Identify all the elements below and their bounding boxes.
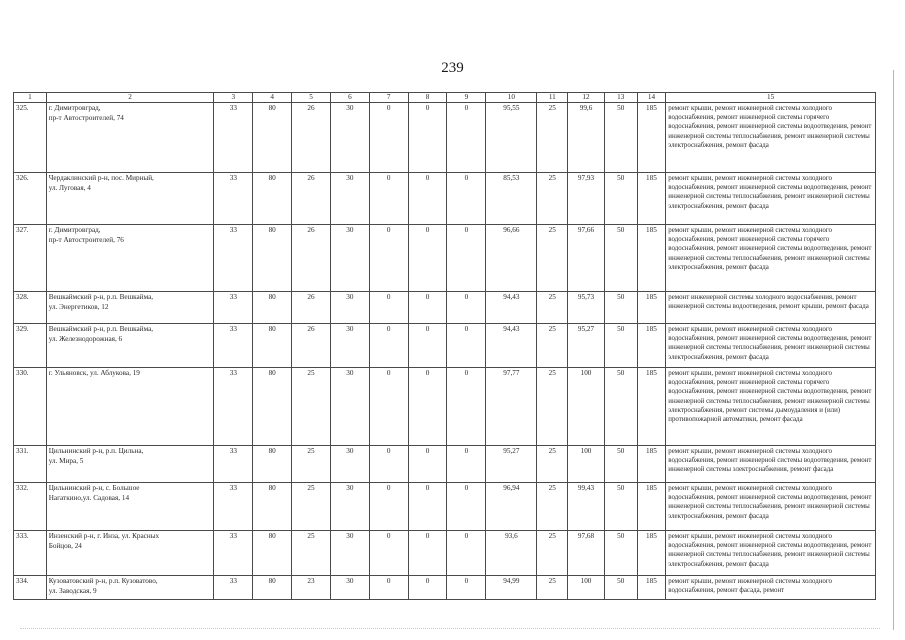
address-cell (46, 324, 214, 368)
value-cell-c12: 100 (568, 368, 605, 446)
value-cell-c4: 80 (253, 483, 292, 531)
works-list-cell: ремонт инженерной системы холодного водоснабжения, ремонт инженерной системы водоотведения, ремонт крыши, ремонт фасада (666, 292, 876, 324)
value-cell-c11: 25 (537, 173, 568, 225)
address-line: г. Димитровград, (48, 104, 101, 112)
value-cell-c6: 30 (330, 103, 369, 173)
works-list-cell: ремонт крыши, ремонт инженерной системы холодного водоснабжения, ремонт инженерной системы водоотведения, ремонт инженерной системы электроснабжения, ремонт фасада (666, 446, 876, 483)
works-registry-table (13, 92, 876, 600)
col-header: 13 (604, 93, 637, 103)
col-header: 2 (46, 93, 214, 103)
value-cell-c14: 185 (637, 368, 666, 446)
value-cell-c14: 185 (637, 531, 666, 576)
value-cell-c7: 0 (369, 483, 408, 531)
value-cell-c13: 50 (604, 103, 637, 173)
value-cell-c11: 25 (537, 292, 568, 324)
value-cell-c11: 25 (537, 368, 568, 446)
value-cell-c13: 50 (604, 446, 637, 483)
value-cell-c9: 0 (447, 173, 486, 225)
address-line: Инзенский р-н, г. Инза, ул. Красных (48, 532, 160, 540)
works-list-cell: ремонт крыши, ремонт инженерной системы холодного водоснабжения, ремонт инженерной системы горячего водоснабжения, ремонт инженерной системы водоотведения, ремонт инженерной системы теплоснабжения, ремонт инженерной системы электроснабжения, ремонт системы дымоудаления и (или) противопожарной автоматики, ремонт фасада (666, 368, 876, 446)
value-cell-c5: 25 (292, 446, 331, 483)
value-cell-c7: 0 (369, 324, 408, 368)
value-cell-c5: 25 (292, 531, 331, 576)
value-cell-c3: 33 (214, 225, 253, 292)
value-cell-c9: 0 (447, 368, 486, 446)
row-number: 334. (14, 576, 47, 600)
col-header: 8 (408, 93, 447, 103)
address-cell (46, 103, 214, 173)
table-row (14, 368, 876, 446)
col-header: 9 (447, 93, 486, 103)
value-cell-c13: 50 (604, 483, 637, 531)
value-cell-c6: 30 (330, 576, 369, 600)
value-cell-c12: 99,43 (568, 483, 605, 531)
address-cell (46, 531, 214, 576)
col-header: 1 (14, 93, 47, 103)
value-cell-c3: 33 (214, 103, 253, 173)
value-cell-c13: 50 (604, 292, 637, 324)
value-cell-c4: 80 (253, 103, 292, 173)
value-cell-c13: 50 (604, 531, 637, 576)
address-line: пр-т Автостроителей, 74 (48, 113, 124, 122)
value-cell-c11: 25 (537, 576, 568, 600)
value-cell-c12: 100 (568, 446, 605, 483)
value-cell-c14: 185 (637, 103, 666, 173)
value-cell-c13: 50 (604, 173, 637, 225)
value-cell-c11: 25 (537, 483, 568, 531)
value-cell-c13: 50 (604, 368, 637, 446)
value-cell-c4: 80 (253, 225, 292, 292)
scan-bottom-noise (20, 628, 880, 630)
value-cell-c14: 185 (637, 292, 666, 324)
address-cell (46, 225, 214, 292)
address-line: ул. Луговая, 4 (48, 183, 91, 192)
value-cell-c14: 185 (637, 446, 666, 483)
value-cell-c6: 30 (330, 446, 369, 483)
address-cell (46, 368, 214, 446)
page-edge-rule (893, 70, 894, 630)
value-cell-c6: 30 (330, 531, 369, 576)
value-cell-c9: 0 (447, 225, 486, 292)
value-cell-c6: 30 (330, 173, 369, 225)
col-header: 5 (292, 93, 331, 103)
value-cell-c7: 0 (369, 292, 408, 324)
address-line: Вешкаймский р-н, р.п. Вешкайма, (48, 325, 154, 333)
address-line: Чердаклинский р-н, пос. Мирный, (48, 174, 154, 182)
table-row (14, 103, 876, 173)
address-line: Нагаткино,ул. Садовая, 14 (48, 493, 130, 502)
value-cell-c4: 80 (253, 446, 292, 483)
works-list-cell: ремонт крыши, ремонт инженерной системы холодного водоснабжения, ремонт инженерной системы водоотведения, ремонт инженерной системы теплоснабжения, ремонт инженерной системы электроснабжения, ремонт фасада (666, 531, 876, 576)
table-row (14, 446, 876, 483)
value-cell-c12: 95,27 (568, 324, 605, 368)
value-cell-c4: 80 (253, 173, 292, 225)
value-cell-c12: 95,73 (568, 292, 605, 324)
value-cell-c6: 30 (330, 292, 369, 324)
row-number: 326. (14, 173, 47, 225)
table-row (14, 483, 876, 531)
value-cell-c9: 0 (447, 446, 486, 483)
value-cell-c9: 0 (447, 324, 486, 368)
col-header: 4 (253, 93, 292, 103)
value-cell-c6: 30 (330, 483, 369, 531)
row-number: 332. (14, 483, 47, 531)
col-header: 11 (537, 93, 568, 103)
value-cell-c6: 30 (330, 225, 369, 292)
value-cell-c3: 33 (214, 531, 253, 576)
address-line: ул. Заводская, 9 (48, 586, 97, 595)
works-list-cell: ремонт крыши, ремонт инженерной системы холодного водоснабжения, ремонт инженерной системы водоотведения, ремонт инженерной системы теплоснабжения, ремонт инженерной системы электроснабжения, ремонт фасада (666, 324, 876, 368)
value-cell-c7: 0 (369, 446, 408, 483)
address-line: Цильнинский р-н, р.п. Цильна, (48, 447, 144, 455)
value-cell-c5: 26 (292, 173, 331, 225)
value-cell-c6: 30 (330, 324, 369, 368)
address-cell (46, 173, 214, 225)
value-cell-c8: 0 (408, 225, 447, 292)
row-number: 325. (14, 103, 47, 173)
value-cell-c10: 94,43 (486, 324, 537, 368)
col-header: 14 (637, 93, 666, 103)
value-cell-c5: 26 (292, 225, 331, 292)
value-cell-c9: 0 (447, 576, 486, 600)
table-row (14, 173, 876, 225)
value-cell-c8: 0 (408, 483, 447, 531)
address-line: ул. Мира, 5 (48, 456, 84, 465)
row-number: 330. (14, 368, 47, 446)
value-cell-c8: 0 (408, 292, 447, 324)
value-cell-c7: 0 (369, 576, 408, 600)
value-cell-c12: 100 (568, 576, 605, 600)
address-line: г. Димитровград, (48, 226, 101, 234)
address-cell (46, 576, 214, 600)
value-cell-c8: 0 (408, 103, 447, 173)
value-cell-c14: 185 (637, 173, 666, 225)
works-list-cell: ремонт крыши, ремонт инженерной системы холодного водоснабжения, ремонт инженерной системы горячего водоснабжения, ремонт инженерной системы водоотведения, ремонт инженерной системы теплоснабжения, ремонт инженерной системы электроснабжения, ремонт фасада (666, 225, 876, 292)
value-cell-c14: 185 (637, 225, 666, 292)
value-cell-c5: 26 (292, 292, 331, 324)
row-number: 329. (14, 324, 47, 368)
address-line: Цильнинский р-н, с. Большое (48, 484, 140, 492)
value-cell-c7: 0 (369, 531, 408, 576)
value-cell-c7: 0 (369, 103, 408, 173)
value-cell-c11: 25 (537, 446, 568, 483)
value-cell-c7: 0 (369, 173, 408, 225)
value-cell-c9: 0 (447, 531, 486, 576)
col-header: 15 (666, 93, 876, 103)
value-cell-c4: 80 (253, 576, 292, 600)
value-cell-c6: 30 (330, 368, 369, 446)
page-number: 239 (441, 60, 464, 76)
table-row (14, 576, 876, 600)
value-cell-c10: 94,43 (486, 292, 537, 324)
row-number: 331. (14, 446, 47, 483)
works-list-cell: ремонт крыши, ремонт инженерной системы холодного водоснабжения, ремонт фасада, ремонт (666, 576, 876, 600)
address-line: Бойцов, 24 (48, 541, 82, 550)
table-row (14, 531, 876, 576)
col-header: 7 (369, 93, 408, 103)
value-cell-c8: 0 (408, 368, 447, 446)
value-cell-c3: 33 (214, 292, 253, 324)
value-cell-c4: 80 (253, 531, 292, 576)
address-line: пр-т Автостроителей, 76 (48, 235, 124, 244)
row-number: 333. (14, 531, 47, 576)
value-cell-c4: 80 (253, 324, 292, 368)
value-cell-c3: 33 (214, 483, 253, 531)
value-cell-c5: 25 (292, 483, 331, 531)
value-cell-c4: 80 (253, 368, 292, 446)
value-cell-c13: 50 (604, 324, 637, 368)
value-cell-c12: 97,93 (568, 173, 605, 225)
table-row (14, 225, 876, 292)
value-cell-c13: 50 (604, 225, 637, 292)
address-cell (46, 292, 214, 324)
value-cell-c10: 97,77 (486, 368, 537, 446)
value-cell-c9: 0 (447, 292, 486, 324)
value-cell-c10: 95,27 (486, 446, 537, 483)
value-cell-c9: 0 (447, 103, 486, 173)
value-cell-c14: 185 (637, 576, 666, 600)
value-cell-c9: 0 (447, 483, 486, 531)
row-number: 328. (14, 292, 47, 324)
value-cell-c3: 33 (214, 446, 253, 483)
value-cell-c12: 99,6 (568, 103, 605, 173)
value-cell-c14: 185 (637, 324, 666, 368)
value-cell-c11: 25 (537, 324, 568, 368)
col-header: 10 (486, 93, 537, 103)
value-cell-c14: 185 (637, 483, 666, 531)
value-cell-c13: 50 (604, 576, 637, 600)
address-line: г. Ульяновск, ул. Аблукова, 19 (48, 369, 140, 377)
value-cell-c7: 0 (369, 368, 408, 446)
value-cell-c11: 25 (537, 103, 568, 173)
value-cell-c8: 0 (408, 576, 447, 600)
value-cell-c5: 26 (292, 324, 331, 368)
value-cell-c8: 0 (408, 173, 447, 225)
works-list-cell: ремонт крыши, ремонт инженерной системы холодного водоснабжения, ремонт инженерной системы водоотведения, ремонт инженерной системы теплоснабжения, ремонт инженерной системы электроснабжения, ремонт фасада (666, 483, 876, 531)
value-cell-c8: 0 (408, 531, 447, 576)
address-cell (46, 446, 214, 483)
value-cell-c3: 33 (214, 368, 253, 446)
col-header: 12 (568, 93, 605, 103)
value-cell-c8: 0 (408, 324, 447, 368)
value-cell-c10: 85,53 (486, 173, 537, 225)
value-cell-c10: 93,6 (486, 531, 537, 576)
value-cell-c10: 95,55 (486, 103, 537, 173)
address-line: Вешкаймский р-н, р.п. Вешкайма, (48, 293, 154, 301)
address-line: ул. Железнодорожная, 6 (48, 334, 123, 343)
value-cell-c12: 97,66 (568, 225, 605, 292)
value-cell-c5: 23 (292, 576, 331, 600)
address-line: Кузоватовский р-н, р.п. Кузоватово, (48, 577, 158, 585)
works-list-cell: ремонт крыши, ремонт инженерной системы холодного водоснабжения, ремонт инженерной системы водоотведения, ремонт инженерной системы теплоснабжения, ремонт инженерной системы электроснабжения, ремонт фасада (666, 173, 876, 225)
value-cell-c3: 33 (214, 173, 253, 225)
col-header: 6 (330, 93, 369, 103)
value-cell-c3: 33 (214, 324, 253, 368)
value-cell-c11: 25 (537, 531, 568, 576)
value-cell-c5: 26 (292, 103, 331, 173)
works-list-cell: ремонт крыши, ремонт инженерной системы холодного водоснабжения, ремонт инженерной системы горячего водоснабжения, ремонт инженерной системы водоотведения, ремонт инженерной системы теплоснабжения, ремонт инженерной системы электроснабжения, ремонт фасада (666, 103, 876, 173)
value-cell-c10: 96,94 (486, 483, 537, 531)
value-cell-c7: 0 (369, 225, 408, 292)
table-row (14, 324, 876, 368)
col-header: 3 (214, 93, 253, 103)
column-number-row (14, 93, 876, 103)
value-cell-c10: 94,99 (486, 576, 537, 600)
address-cell (46, 483, 214, 531)
value-cell-c3: 33 (214, 576, 253, 600)
value-cell-c11: 25 (537, 225, 568, 292)
table-row (14, 292, 876, 324)
value-cell-c12: 97,68 (568, 531, 605, 576)
value-cell-c10: 96,66 (486, 225, 537, 292)
row-number: 327. (14, 225, 47, 292)
value-cell-c4: 80 (253, 292, 292, 324)
value-cell-c8: 0 (408, 446, 447, 483)
address-line: ул. Энергетиков, 12 (48, 302, 109, 311)
value-cell-c5: 25 (292, 368, 331, 446)
